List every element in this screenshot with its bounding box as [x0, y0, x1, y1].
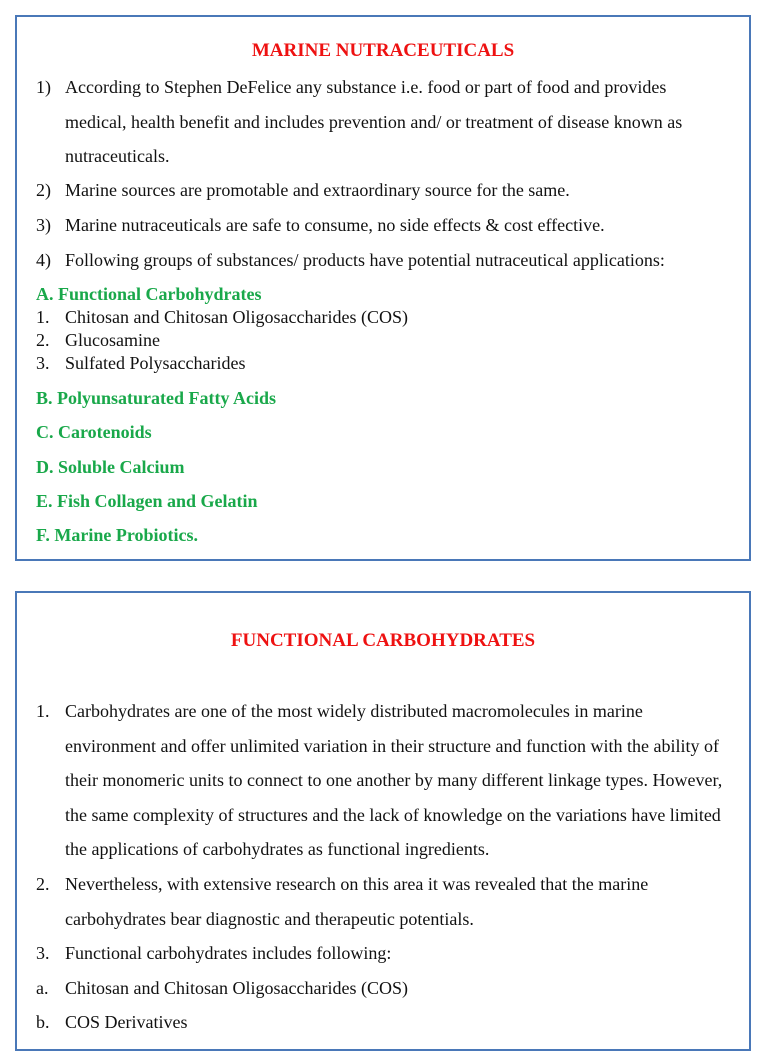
group-heading: E. Fish Collagen and Gelatin	[36, 491, 258, 511]
list-item: 1. Chitosan and Chitosan Oligosaccharides (COS)	[36, 307, 408, 327]
list-item: 2) Marine sources are promotable and extraordinary source for the same.	[36, 180, 570, 200]
list-item: 1. Carbohydrates are one of the most widely distributed macromolecules in marine environment and offer unlimited variation in their structure and function with the ability of their monomeric units to connect to one another by many different linkage types. However, the same complexity of structures and the lack of knowledge on the variations have limited the applications of carbohydrates as functional ingredients.	[36, 701, 723, 859]
list-item: 3. Functional carbohydrates includes following:	[36, 943, 392, 963]
list-item: 2. Glucosamine	[36, 330, 160, 350]
list-item: 2. Nevertheless, with extensive research on this area it was revealed that the marine carbohydrates bear diagnostic and therapeutic potentials.	[36, 874, 649, 929]
section-title: MARINE NUTRACEUTICALS	[251, 40, 515, 61]
group-heading: A. Functional Carbohydrates	[36, 284, 262, 304]
group-heading: B. Polyunsaturated Fatty Acids	[36, 388, 277, 408]
list-item: a. Chitosan and Chitosan Oligosaccharides (COS)	[36, 978, 408, 998]
list-item: b. COS Derivatives	[36, 1012, 188, 1032]
slide-marine-nutraceuticals	[15, 15, 751, 561]
list-item: 3) Marine nutraceuticals are safe to consume, no side effects & cost effective.	[36, 215, 605, 235]
group-heading: C. Carotenoids	[36, 422, 152, 442]
section-title: FUNCTIONAL CARBOHYDRATES	[230, 630, 536, 651]
group-heading: F. Marine Probiotics.	[36, 525, 198, 545]
list-item: 1) According to Stephen DeFelice any substance i.e. food or part of food and provides medical, health benefit and includes prevention and/ or treatment of disease known as nutraceuticals.	[36, 77, 683, 166]
slide-functional-carbohydrates	[15, 591, 751, 1051]
list-item: 4) Following groups of substances/ products have potential nutraceutical applications:	[36, 250, 665, 270]
group-heading: D. Soluble Calcium	[36, 457, 185, 477]
list-item: 3. Sulfated Polysaccharides	[36, 353, 246, 373]
